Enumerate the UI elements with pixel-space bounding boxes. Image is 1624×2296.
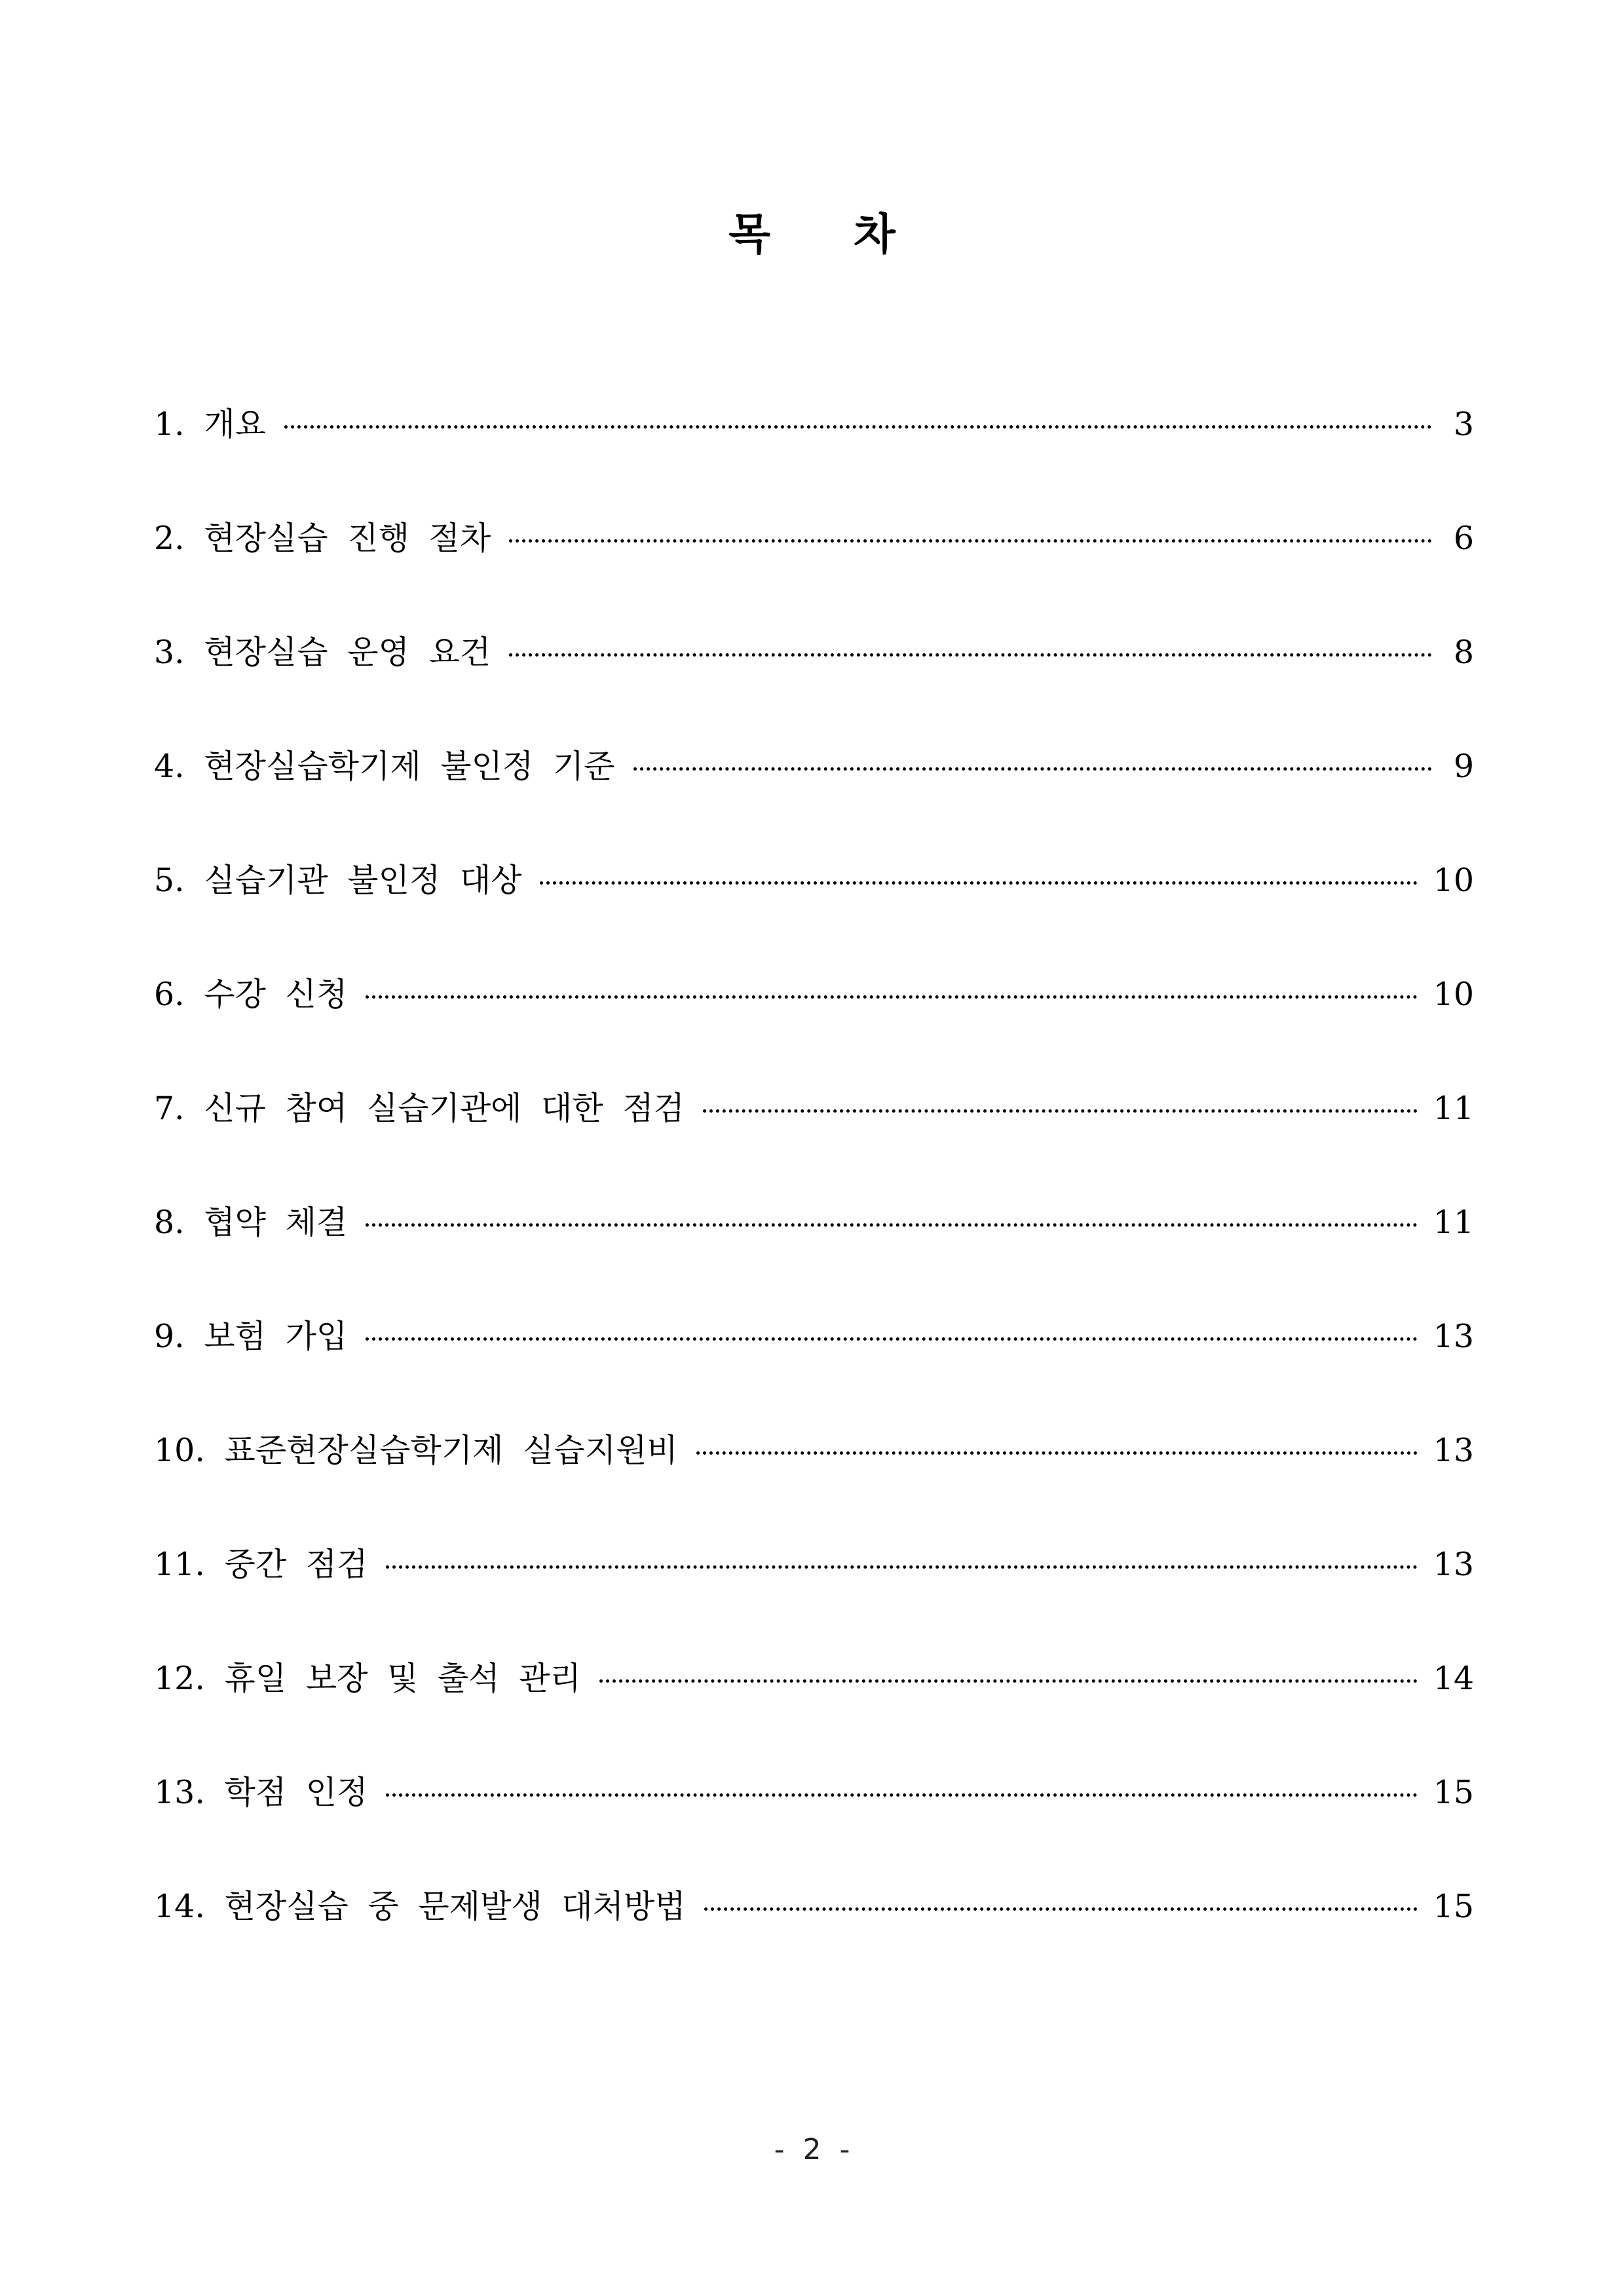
toc-leader-dots — [703, 1109, 1418, 1113]
toc-entry-page: 13 — [1433, 1431, 1474, 1469]
toc-entry-label: 10. 표준현장실습학기제 실습지원비 — [154, 1431, 678, 1469]
toc-entry-label: 1. 개요 — [154, 405, 266, 443]
toc-entry-page: 8 — [1453, 633, 1474, 671]
toc-entry — [154, 1051, 1474, 1165]
toc-entry-page: 6 — [1453, 519, 1474, 557]
toc-entry-page: 13 — [1433, 1317, 1474, 1355]
toc-entry-label: 14. 현장실습 중 문제발생 대처방법 — [154, 1887, 686, 1925]
toc-entry — [154, 1165, 1474, 1279]
toc-leader-dots — [599, 1679, 1418, 1683]
toc-entry-label: 13. 학점 인정 — [154, 1773, 368, 1811]
toc-entry-page: 15 — [1433, 1773, 1474, 1811]
toc-entry — [154, 595, 1474, 709]
toc-entry-page: 11 — [1433, 1203, 1474, 1241]
toc-entry-label: 12. 휴일 보장 및 출석 관리 — [154, 1659, 581, 1697]
toc-entry-page: 11 — [1433, 1089, 1474, 1127]
toc-entry-label: 5. 실습기관 불인정 대상 — [154, 861, 522, 899]
toc-leader-dots — [540, 881, 1417, 885]
toc-entry — [154, 1279, 1474, 1393]
toc-entry — [154, 1393, 1474, 1507]
toc-leader-dots — [633, 767, 1433, 771]
toc-entry-label: 8. 협약 체결 — [154, 1203, 348, 1241]
toc-entry — [154, 1507, 1474, 1621]
toc-leader-dots — [366, 1337, 1417, 1341]
toc-entry-label: 3. 현장실습 운영 요건 — [154, 633, 491, 671]
toc-leader-dots — [704, 1907, 1418, 1911]
toc-entry-page: 9 — [1453, 747, 1474, 785]
toc-entry — [154, 1621, 1474, 1735]
toc-entry-page: 13 — [1433, 1545, 1474, 1583]
toc-leader-dots — [366, 1223, 1417, 1227]
toc-entry — [154, 823, 1474, 937]
toc-entry-label: 9. 보험 가입 — [154, 1317, 348, 1355]
toc-leader-dots — [284, 425, 1432, 429]
toc-leader-dots — [696, 1451, 1418, 1455]
toc-leader-dots — [366, 995, 1417, 999]
toc-entry-page: 10 — [1433, 861, 1474, 899]
toc-leader-dots — [386, 1565, 1417, 1569]
toc-entry-page: 15 — [1433, 1887, 1474, 1925]
toc-title: 목 차 — [728, 209, 930, 259]
toc-leader-dots — [509, 539, 1432, 543]
toc-entry — [154, 709, 1474, 823]
toc-leader-dots — [509, 653, 1432, 657]
toc-entry — [154, 481, 1474, 595]
toc-entry-label: 11. 중간 점검 — [154, 1545, 368, 1583]
toc-entry — [154, 1735, 1474, 1849]
toc-entry-page: 14 — [1433, 1659, 1474, 1697]
toc-entry-label: 6. 수강 신청 — [154, 975, 348, 1013]
toc-entry-label: 7. 신규 참여 실습기관에 대한 점검 — [154, 1089, 685, 1127]
page-number: - 2 - — [774, 2133, 850, 2166]
toc-entry — [154, 367, 1474, 481]
toc-entry-label: 4. 현장실습학기제 불인정 기준 — [154, 747, 615, 785]
toc-entry — [154, 1849, 1474, 1963]
toc-leader-dots — [386, 1793, 1417, 1797]
toc-list — [154, 367, 1474, 1963]
toc-entry-page: 10 — [1433, 975, 1474, 1013]
toc-entry-page: 3 — [1453, 405, 1474, 443]
toc-entry-label: 2. 현장실습 진행 절차 — [154, 519, 491, 557]
toc-entry — [154, 937, 1474, 1051]
